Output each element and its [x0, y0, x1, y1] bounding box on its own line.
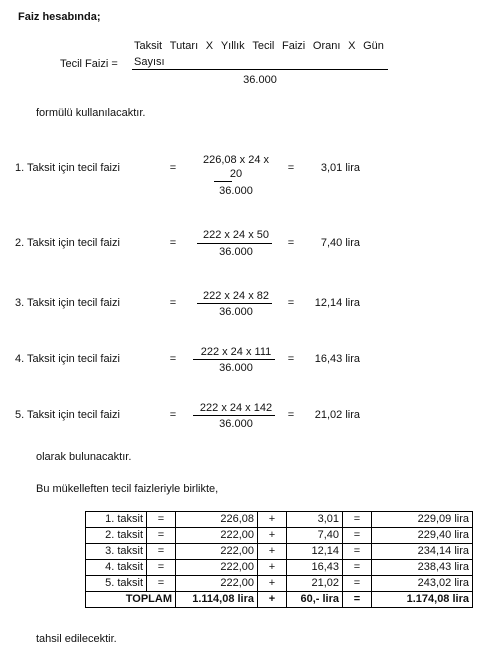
cell-taksit: 1. taksit — [86, 512, 147, 528]
cell-interest: 16,43 — [287, 560, 343, 576]
cell-eq: = — [147, 544, 176, 560]
row-equals-4: = — [169, 353, 177, 365]
formula-word: Faizi — [282, 40, 306, 52]
cell-total-plus: + — [258, 592, 287, 608]
with-interest-note: Bu mükelleften tecil faizleriyle birlikte, — [36, 483, 219, 495]
table-row — [86, 528, 473, 544]
row-fraction-bar-3 — [197, 303, 272, 304]
row-numerator-3: 222 x 24 x 82 — [202, 290, 270, 302]
formula-word: Taksit — [134, 40, 163, 52]
cell-total: 243,02 lira — [372, 576, 473, 592]
row-equals2-1: = — [287, 162, 295, 174]
row-fraction-bar-2 — [197, 243, 272, 244]
cell-total: 229,09 lira — [372, 512, 473, 528]
cell-amount: 222,00 — [176, 560, 258, 576]
formula-word: Yıllık — [220, 40, 245, 52]
row-numerator-1-line2: 20 — [229, 168, 243, 180]
cell-total: 238,43 lira — [372, 560, 473, 576]
table-row — [86, 544, 473, 560]
formula-numerator-line2: Sayısı — [134, 56, 165, 68]
formula-word: Tecil — [252, 40, 275, 52]
formula-word: Oranı — [312, 40, 341, 52]
cell-total: 229,40 lira — [372, 528, 473, 544]
row-equals-2: = — [169, 237, 177, 249]
formula-word: Tutarı — [169, 40, 199, 52]
cell-total-amount: 1.114,08 lira — [176, 592, 258, 608]
row-denominator-3: 36.000 — [219, 306, 253, 318]
cell-taksit: 4. taksit — [86, 560, 147, 576]
cell-amount: 222,00 — [176, 544, 258, 560]
formula-numerator — [134, 40, 384, 52]
row-denominator-4: 36.000 — [219, 362, 253, 374]
row-denominator-2: 36.000 — [219, 246, 253, 258]
row-result-4: 16,43 lira — [314, 353, 360, 365]
cell-eq: = — [147, 528, 176, 544]
row-equals2-4: = — [287, 353, 295, 365]
row-equals2-5: = — [287, 409, 295, 421]
row-result-2: 7,40 lira — [320, 237, 360, 249]
row-equals-3: = — [169, 297, 177, 309]
row-denominator-5: 36.000 — [219, 418, 253, 430]
formula-note: formülü kullanılacaktır. — [36, 107, 146, 119]
cell-plus: + — [258, 528, 287, 544]
cell-grand-total: 1.174,08 lira — [372, 592, 473, 608]
row-label-1: 1. Taksit için tecil faizi — [15, 162, 120, 174]
cell-total-eq2: = — [343, 592, 372, 608]
table-row — [86, 560, 473, 576]
found-note: olarak bulunacaktır. — [36, 451, 132, 463]
row-equals2-3: = — [287, 297, 295, 309]
row-equals-5: = — [169, 409, 177, 421]
row-label-2: 2. Taksit için tecil faizi — [15, 237, 120, 249]
row-equals-1: = — [169, 162, 177, 174]
row-label-4: 4. Taksit için tecil faizi — [15, 353, 120, 365]
row-fraction-bar-4 — [193, 359, 275, 360]
cell-amount: 222,00 — [176, 528, 258, 544]
row-label-3: 3. Taksit için tecil faizi — [15, 297, 120, 309]
table-row — [86, 512, 473, 528]
formula-fraction-bar — [132, 69, 388, 70]
cell-interest: 7,40 — [287, 528, 343, 544]
row-label-5: 5. Taksit için tecil faizi — [15, 409, 120, 421]
cell-eq2: = — [343, 576, 372, 592]
row-numerator-1: 226,08 x 24 x — [202, 154, 270, 166]
cell-taksit: 5. taksit — [86, 576, 147, 592]
cell-eq: = — [147, 576, 176, 592]
row-numerator-2: 222 x 24 x 50 — [202, 229, 270, 241]
row-result-3: 12,14 lira — [314, 297, 360, 309]
row-result-5: 21,02 lira — [314, 409, 360, 421]
formula-label: Tecil Faizi = — [60, 58, 118, 70]
row-fraction-bar-1 — [214, 181, 232, 182]
table-row — [86, 576, 473, 592]
cell-plus: + — [258, 560, 287, 576]
cell-interest: 21,02 — [287, 576, 343, 592]
cell-plus: + — [258, 576, 287, 592]
cell-taksit: 2. taksit — [86, 528, 147, 544]
cell-amount: 222,00 — [176, 576, 258, 592]
summary-table — [85, 511, 473, 608]
cell-interest: 3,01 — [287, 512, 343, 528]
cell-eq2: = — [343, 560, 372, 576]
page-heading: Faiz hesabında; — [18, 11, 101, 23]
formula-word: Gün — [363, 40, 384, 52]
cell-amount: 226,08 — [176, 512, 258, 528]
formula-word: X — [205, 40, 214, 52]
formula-denominator: 36.000 — [243, 74, 277, 86]
table-total-row — [86, 592, 473, 608]
collected-note: tahsil edilecektir. — [36, 633, 117, 645]
cell-eq2: = — [343, 528, 372, 544]
cell-total: 234,14 lira — [372, 544, 473, 560]
cell-taksit: 3. taksit — [86, 544, 147, 560]
row-equals2-2: = — [287, 237, 295, 249]
cell-total-label: TOPLAM — [86, 592, 176, 608]
cell-eq2: = — [343, 512, 372, 528]
cell-plus: + — [258, 512, 287, 528]
row-fraction-bar-5 — [193, 415, 275, 416]
cell-eq2: = — [343, 544, 372, 560]
row-result-1: 3,01 lira — [320, 162, 360, 174]
row-denominator-1: 36.000 — [219, 185, 253, 197]
cell-eq: = — [147, 560, 176, 576]
row-numerator-4: 222 x 24 x 111 — [200, 346, 272, 358]
row-numerator-5: 222 x 24 x 142 — [199, 402, 273, 414]
cell-interest: 12,14 — [287, 544, 343, 560]
cell-plus: + — [258, 544, 287, 560]
cell-total-interest: 60,- lira — [287, 592, 343, 608]
formula-word: X — [348, 40, 356, 52]
cell-eq: = — [147, 512, 176, 528]
